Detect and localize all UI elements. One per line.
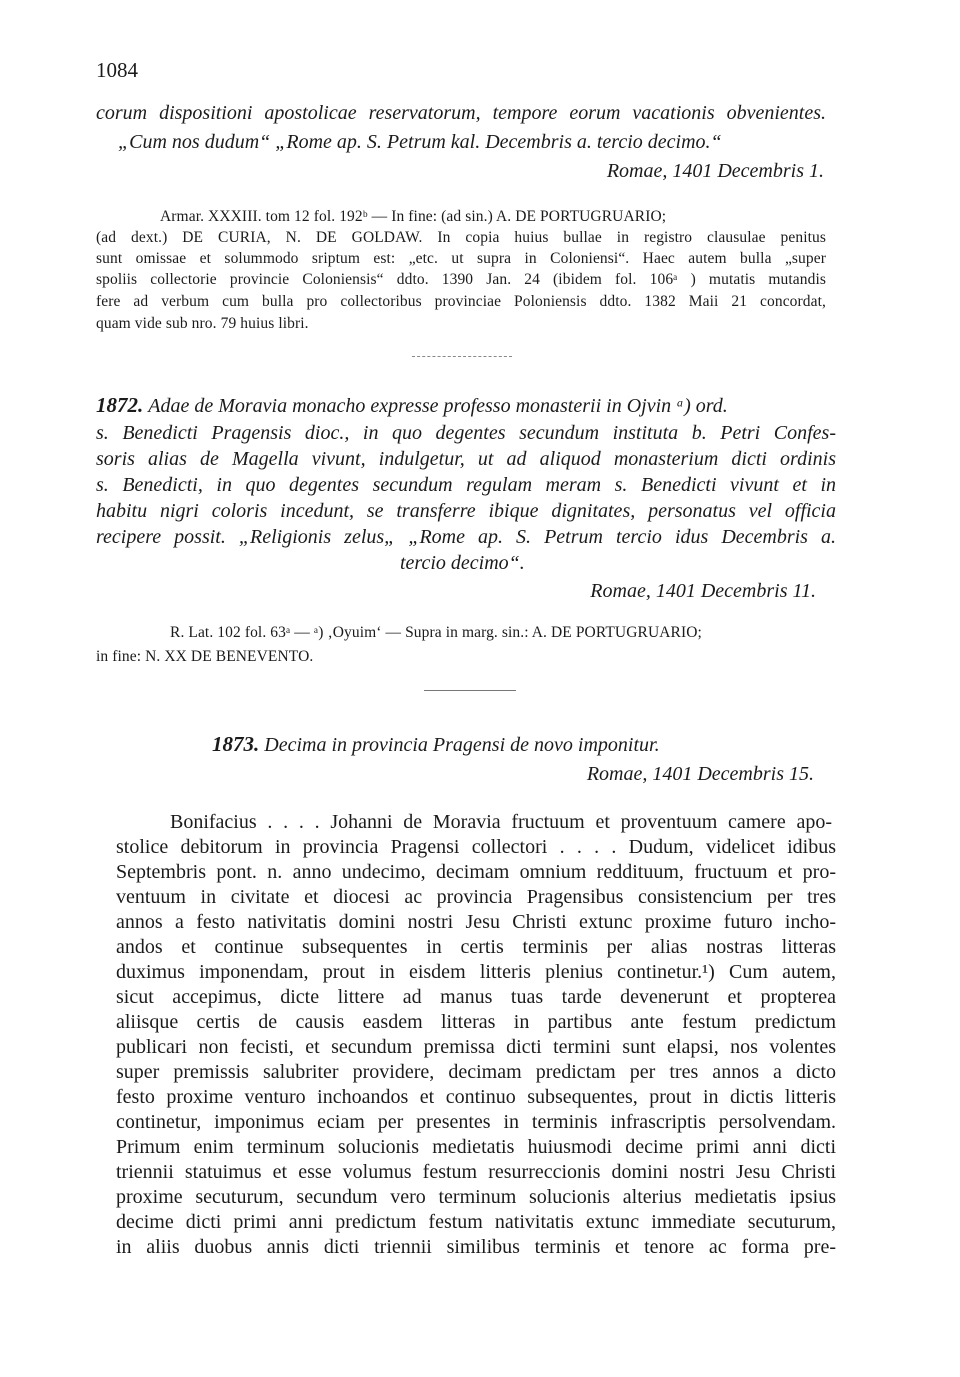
prev-note-line-3: sunt omissae et solummodo sriptum est: „etc. ut supra in Coloniensi“. Haec autem bulla „super [96,250,826,267]
body-line-4: ventuum in civitate et diocesi ac provincia Pragensibus consistencium per tres [116,886,836,908]
prev-note-line-6: quam vide sub nro. 79 huius libri. [96,315,309,332]
entry-1873-title: Decima in provincia Pragensi de novo imponitur. [264,734,660,756]
body-line-2: stolice debitorum in provincia Pragensi collectori . . . . Dudum, videlicet idibus [116,836,836,858]
section-divider [412,356,512,357]
entry-1872-number: 1872. [96,393,144,417]
entry-1872-note-line-2: in fine: N. XX DE BENEVENTO. [96,648,314,665]
entry-1873-title-line [212,732,660,757]
prev-note-line-2: (ad dext.) DE CURIA, N. DE GOLDAW. In copia huius bullae in registro clausulae penitus [96,229,826,246]
body-line-5: annos a festo nativitatis domini nostri Jesu Christi extunc proxime futuro incho- [116,911,836,933]
body-line-18: in aliis duobus annis dicti triennii similibus terminis et tenore ac forma pre- [116,1236,836,1258]
prev-entry-dateline: Romae, 1401 Decembris 1. [606,160,824,182]
entry-1873-dateline: Romae, 1401 Decembris 15. [586,763,814,785]
body-line-16: proxime secuturum, secundum vero terminum solucionis alterius medietatis ipsius [116,1186,836,1208]
page-number: 1084 [96,58,138,82]
entry-1872-title-line-6: recipere possit. „Religionis zelus„ „Rome ap. S. Petrum tercio idus Decembris a. [96,526,836,548]
body-line-12: festo proxime venturo inchoandos et continuo subsequentes, prout in dictis litteris [116,1086,836,1108]
prev-note-line-4: spoliis collectorie provincie Coloniensis“ ddto. 1390 Jan. 24 (ibidem fol. 106ᵃ ) mutatis mutandis [96,271,826,288]
entry-1872-title-line-5: habitu nigri coloris incedunt, se transferre ibique dignitates, personatus vel officia [96,500,836,522]
entry-1872-title-line-2: s. Benedicti Pragensis dioc., in quo degentes secundum instituta b. Petri Confes- [96,422,836,444]
entry-1872-title-line-4: s. Benedicti, in quo degentes secundum regulam meram s. Benedicti vivunt et in [96,474,836,496]
entry-1872-dateline: Romae, 1401 Decembris 11. [590,580,816,602]
entry-1872-title-line-1 [96,393,836,418]
body-line-7: duximus imponendam, prout in eisdem litteris plenius continetur.¹) Cum autem, [116,961,836,983]
body-line-17: decime dicti primi anni predictum festum nativitatis extunc immediate secuturum, [116,1211,836,1233]
body-line-14: Primum enim terminum solucionis medietatis huiusmodi decime primi anni dicti [116,1136,836,1158]
entry-1872-title-1: Adae de Moravia monacho expresse professo monasterii in Ojvin ᵃ) ord. [148,395,728,417]
body-line-6: andos et continue subsequentes in certis terminis per alias nostras litteras [116,936,836,958]
entry-1873-number: 1873. [212,732,260,756]
body-line-13: continetur, imponimus eciam per presentes in terminis infrascriptis persolvendam. [116,1111,836,1133]
prev-entry-line-1: corum dispositioni apostolicae reservatorum, tempore eorum vacationis obvenientes. [96,102,826,124]
prev-note-line-1: Armar. XXXIII. tom 12 fol. 192ᵇ — In fine: (ad sin.) A. DE PORTUGRUARIO; [160,208,667,225]
body-line-15: triennii statuimus et esse volumus festum resurreccionis domini nostri Jesu Christi [116,1161,836,1183]
section-divider-2 [424,690,516,691]
entry-1872-title-line-3: soris alias de Magella vivunt, indulgetur, ut ad aliquod monasterium dicti ordinis [96,448,836,470]
body-line-11: super premissis salubriter providere, decimam predictam per tres annos a dicto [116,1061,836,1083]
body-line-10: publicari non fecisti, et secundum premissa dicti termini sunt elapsi, nos volentes [116,1036,836,1058]
prev-note-line-5: fere ad verbum cum bulla pro collectoribus provinciae Poloniensis ddto. 1382 Maii 21 concordat, [96,293,826,310]
entry-1872-note-line-1: R. Lat. 102 fol. 63ᵃ — ᵃ) ‚Oyuim‘ — Supra in marg. sin.: A. DE PORTUGRUARIO; [170,624,702,641]
entry-1872-title-line-7: tercio decimo“. [400,552,525,574]
prev-entry-line-2: „Cum nos dudum“ „Rome ap. S. Petrum kal. Decembris a. tercio decimo.“ [118,131,722,153]
body-line-8: sicut accepimus, dicte littere ad manus tuas tarde devenerunt et propterea [116,986,836,1008]
body-line-1: Bonifacius . . . . Johanni de Moravia fructuum et proventuum camere apo- [170,811,832,833]
body-line-9: aliisque certis de causis easdem litteras in partibus ante festum predictum [116,1011,836,1033]
body-line-3: Septembris pont. n. anno undecimo, decimam omnium reddituum, fructuum et pro- [116,861,836,883]
